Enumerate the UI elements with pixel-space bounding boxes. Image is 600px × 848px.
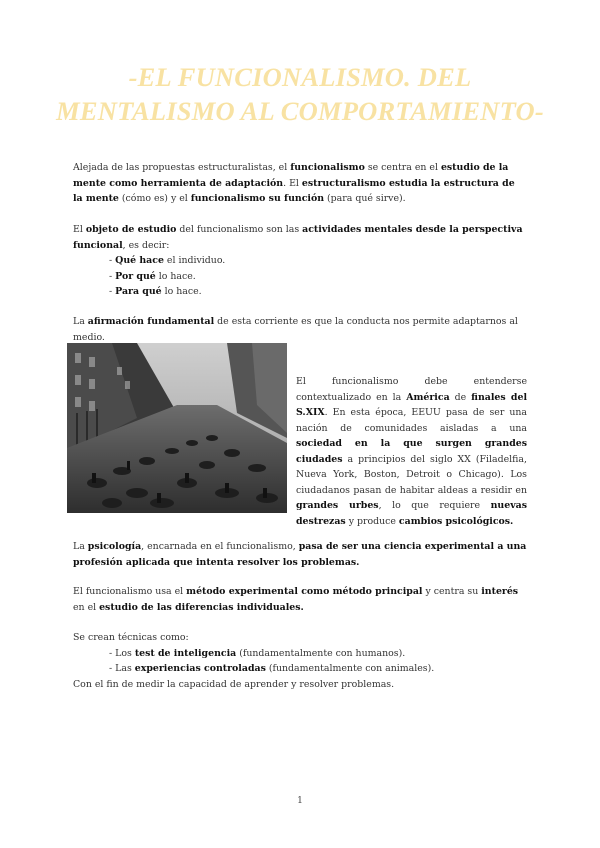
page-title	[40, 60, 560, 128]
method-paragraph: El funcionalismo usa el método experimental como método principal y centra su interés en el estudio de las diferencias individuales.	[73, 586, 519, 613]
techniques-closing: Con el fin de medir la capacidad de aprender y resolver problemas.	[73, 678, 395, 690]
intro-paragraph: Alejada de las propuestas estructuralistas, el funcionalismo se centra en el estudio de la mente como herramienta de adaptación. El estructuralismo estudia la estructura de la mente (cómo es) y el funcionalismo su función (para qué sirve).	[73, 162, 515, 204]
page-number: 1	[297, 796, 303, 806]
list-item: - Las experiencias controladas (fundamentalmente con animales).	[109, 663, 435, 674]
techniques-intro: Se crean técnicas como:	[73, 632, 189, 643]
title-line-2: MENTALISMO AL COMPORTAMIENTO-	[56, 96, 544, 126]
affirmation-paragraph: La afirmación fundamental de esta corriente es que la conducta nos permite adaptarnos al medio.	[73, 316, 518, 343]
psychology-paragraph: La psicología, encarnada en el funcionalismo, pasa de ser una ciencia experimental a una profesión aplicada que intenta resolver los problemas.	[73, 541, 527, 568]
context-paragraph: El funcionalismo debe entenderse contextualizado en la América de finales del S.XIX. En esta época, EEUU pasa de ser una nación de comunidades aisladas a una sociedad en la que surgen grandes ciudades a principios del siglo XX (Filadelfia, Nueva York, Boston, Detroit o Chicago). Los ciudadanos pasan de habitar aldeas a residir en grandes urbes, lo que requiere nuevas destrezas y produce cambios psicológicos.	[296, 376, 528, 527]
list-item: - Los test de inteligencia (fundamentalmente con humanos).	[109, 647, 406, 659]
title-line-1: -EL FUNCIONALISMO. DEL	[128, 62, 472, 92]
list-item: - Por qué lo hace.	[109, 270, 196, 282]
historic-street-photo	[67, 343, 287, 513]
object-intro: El objeto de estudio del funcionalismo son las actividades mentales desde la perspectiva funcional, es decir:	[73, 224, 523, 251]
object-paragraph	[73, 222, 527, 300]
techniques-paragraph	[73, 630, 527, 692]
list-item: - Qué hace el individuo.	[109, 255, 226, 266]
list-item: - Para qué lo hace.	[109, 286, 202, 297]
